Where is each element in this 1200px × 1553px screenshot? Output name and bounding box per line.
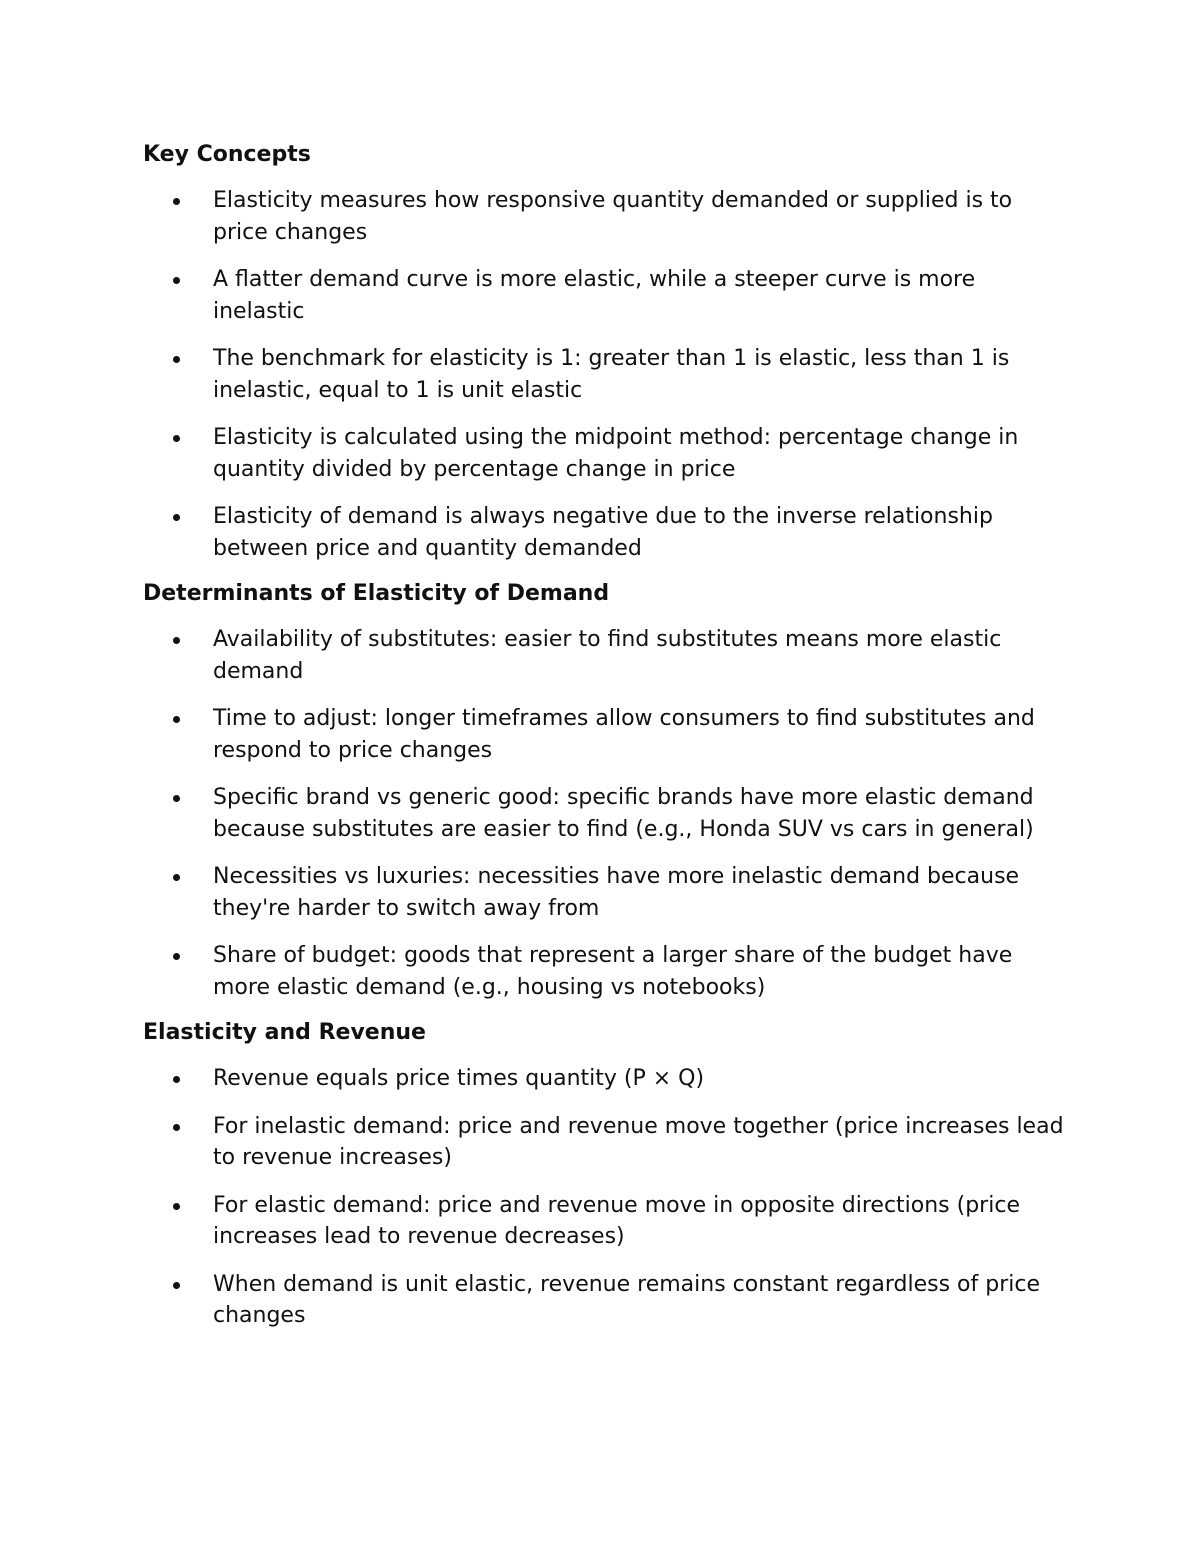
list-item (143, 940, 1073, 1003)
list-item-text: Availability of substitutes: easier to find substitutes means more elastic demand (213, 627, 1002, 684)
list-item-text: Specific brand vs generic good: specific brands have more elastic demand because substitutes are easier to find (e.g., Honda SUV vs cars in general) (213, 785, 1034, 842)
list-item-text: The benchmark for elasticity is 1: greater than 1 is elastic, less than 1 is inelastic, equal to 1 is unit elastic (213, 346, 1010, 403)
list-item (143, 1269, 1073, 1332)
section-heading-elasticity-revenue: Elasticity and Revenue (143, 1020, 426, 1045)
key-concepts-list (143, 185, 1073, 564)
bullet-icon (173, 1124, 180, 1131)
section-heading-determinants: Determinants of Elasticity of Demand (143, 581, 610, 606)
list-item (143, 185, 1073, 248)
list-item (143, 782, 1073, 845)
list-item (143, 501, 1073, 564)
elasticity-revenue-list (143, 1063, 1073, 1332)
list-item-text: Time to adjust: longer timeframes allow consumers to find substitutes and respond to price changes (213, 706, 1035, 763)
list-item (143, 703, 1073, 766)
bullet-icon (173, 716, 180, 723)
determinants-list (143, 624, 1073, 1003)
list-item-text: Elasticity is calculated using the midpoint method: percentage change in quantity divided by percentage change in price (213, 425, 1019, 482)
list-item (143, 422, 1073, 485)
list-item-text: Revenue equals price times quantity (P × Q) (213, 1066, 705, 1091)
list-item (143, 1063, 1073, 1095)
bullet-icon (173, 435, 180, 442)
bullet-icon (173, 1076, 180, 1083)
list-item-text: Elasticity measures how responsive quantity demanded or supplied is to price changes (213, 188, 1013, 245)
document-page (143, 139, 1073, 1346)
bullet-icon (173, 637, 180, 644)
list-item (143, 861, 1073, 924)
bullet-icon (173, 198, 180, 205)
list-item-text: For inelastic demand: price and revenue move together (price increases lead to revenue increases) (213, 1113, 1064, 1170)
list-item-text: A flatter demand curve is more elastic, while a steeper curve is more inelastic (213, 267, 976, 324)
list-item-text: When demand is unit elastic, revenue remains constant regardless of price changes (213, 1271, 1040, 1328)
list-item-text: Elasticity of demand is always negative due to the inverse relationship between price and quantity demanded (213, 504, 993, 561)
list-item (143, 1190, 1073, 1253)
bullet-icon (173, 795, 180, 802)
bullet-icon (173, 1282, 180, 1289)
bullet-icon (173, 953, 180, 960)
list-item (143, 624, 1073, 687)
section-heading-key-concepts: Key Concepts (143, 142, 311, 167)
list-item (143, 1111, 1073, 1174)
bullet-icon (173, 277, 180, 284)
bullet-icon (173, 356, 180, 363)
list-item-text: Share of budget: goods that represent a larger share of the budget have more elastic demand (e.g., housing vs notebooks) (213, 943, 1013, 1000)
list-item (143, 264, 1073, 327)
list-item-text: For elastic demand: price and revenue move in opposite directions (price increases lead to revenue decreases) (213, 1192, 1020, 1249)
bullet-icon (173, 1203, 180, 1210)
list-item-text: Necessities vs luxuries: necessities have more inelastic demand because they're harder to switch away from (213, 864, 1020, 921)
bullet-icon (173, 514, 180, 521)
bullet-icon (173, 874, 180, 881)
list-item (143, 343, 1073, 406)
